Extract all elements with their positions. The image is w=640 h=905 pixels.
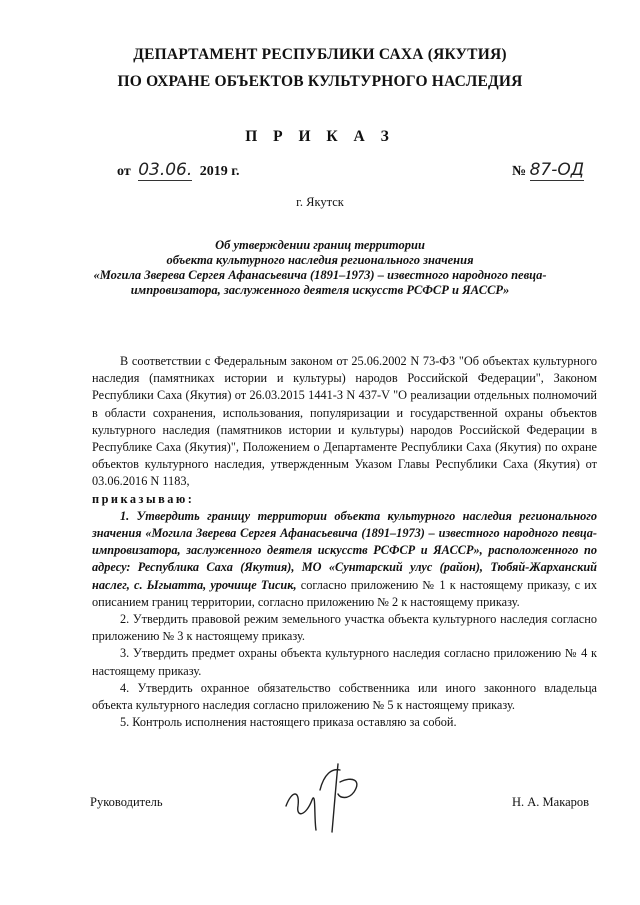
orders-word: приказываю: bbox=[92, 491, 195, 506]
date-handwritten: 03.06. bbox=[138, 160, 193, 180]
order-item-1 bbox=[92, 508, 597, 611]
signature-name: Н. А. Макаров bbox=[512, 795, 590, 809]
number-sign: № bbox=[512, 164, 527, 179]
number-handwritten: 87-ОД bbox=[529, 160, 585, 180]
department-line-1: ДЕПАРТАМЕНТ РЕСПУБЛИКИ САХА (ЯКУТИЯ) bbox=[133, 46, 507, 63]
title-line: «Могила Зверева Сергея Афанасьевича (1891–1973) – известного народного певца- bbox=[93, 268, 547, 282]
order-item-5: 5. Контроль исполнения настоящего приказа оставляю за собой. bbox=[120, 715, 457, 730]
order-item-2: 2. Утвердить правовой режим земельного участка объекта культурного наследия согласно приложению № 3 к настоящему приказу. bbox=[92, 612, 597, 644]
order-title bbox=[0, 238, 640, 298]
signature-position: Руководитель bbox=[90, 795, 163, 809]
order-item-4: 4. Утвердить охранное обязательство собственника или иного законного владельца объекта культурного наследия согласно приложению № 5 к настоящему приказу. bbox=[92, 680, 597, 713]
order-number bbox=[512, 160, 584, 181]
order-item-1-bold: 1. Утвердить границу территории объекта культурного наследия регионального значения «Могила Зверева Сергея Афанасьевича (1891–1973) – известного народного певца-импровизатора, заслуженного деятеля искусств РСФСР и ЯАССР», расположенного по адресу: Республика Саха (Якутия), МО «Сунтарский улус (район), Тюбяй-Жарханский наслег, с. Ыгыатта, урочище Тисик, bbox=[92, 508, 597, 592]
title-line: Об утверждении границ территории bbox=[215, 238, 425, 252]
order-body bbox=[92, 353, 597, 731]
title-line: импровизатора, заслуженного деятеля искусств РСФСР и ЯАССР» bbox=[130, 283, 510, 297]
date-year: 2019 г. bbox=[199, 164, 240, 179]
handwritten-signature bbox=[280, 760, 380, 835]
title-line: объекта культурного наследия регионального значения bbox=[166, 253, 474, 267]
department-line-2: ПО ОХРАНЕ ОБЪЕКТОВ КУЛЬТУРНОГО НАСЛЕДИЯ bbox=[117, 73, 523, 90]
document-type: П Р И К А З bbox=[245, 128, 395, 145]
date-prefix: от bbox=[117, 164, 131, 179]
date-handwritten-field bbox=[138, 160, 192, 181]
order-item-3: 3. Утвердить предмет охраны объекта культурного наследия согласно приложению № 4 к настоящему приказу. bbox=[92, 646, 597, 678]
order-item-1-normal: согласно приложению № 1 к настоящему приказу, с их описанием границ территории, согласно приложению № 2 к настоящему приказу. bbox=[92, 577, 597, 609]
preamble: В соответствии с Федеральным законом от 25.06.2002 N 73-ФЗ "Об объектах культурного наследия (памятниках истории и культуры) народов Российской Федерации", Законом Республики Саха (Якутия) от 26.03.2015 1441-З N 437-V "О реализации отдельных полномочий в области сохранения, использования, популяризации и государственной охраны объектов культурного наследия (памятников истории и культуры) народов Российской Федерации в Республике Саха (Якутия)", Положением о Департаменте Республики Саха (Якутия) по охране объектов культурного наследия, утвержденным Указом Главы Республики Саха (Якутия) от 03.06.2016 N 1183, bbox=[92, 354, 597, 489]
order-date bbox=[117, 160, 240, 181]
city: г. Якутск bbox=[296, 195, 344, 209]
